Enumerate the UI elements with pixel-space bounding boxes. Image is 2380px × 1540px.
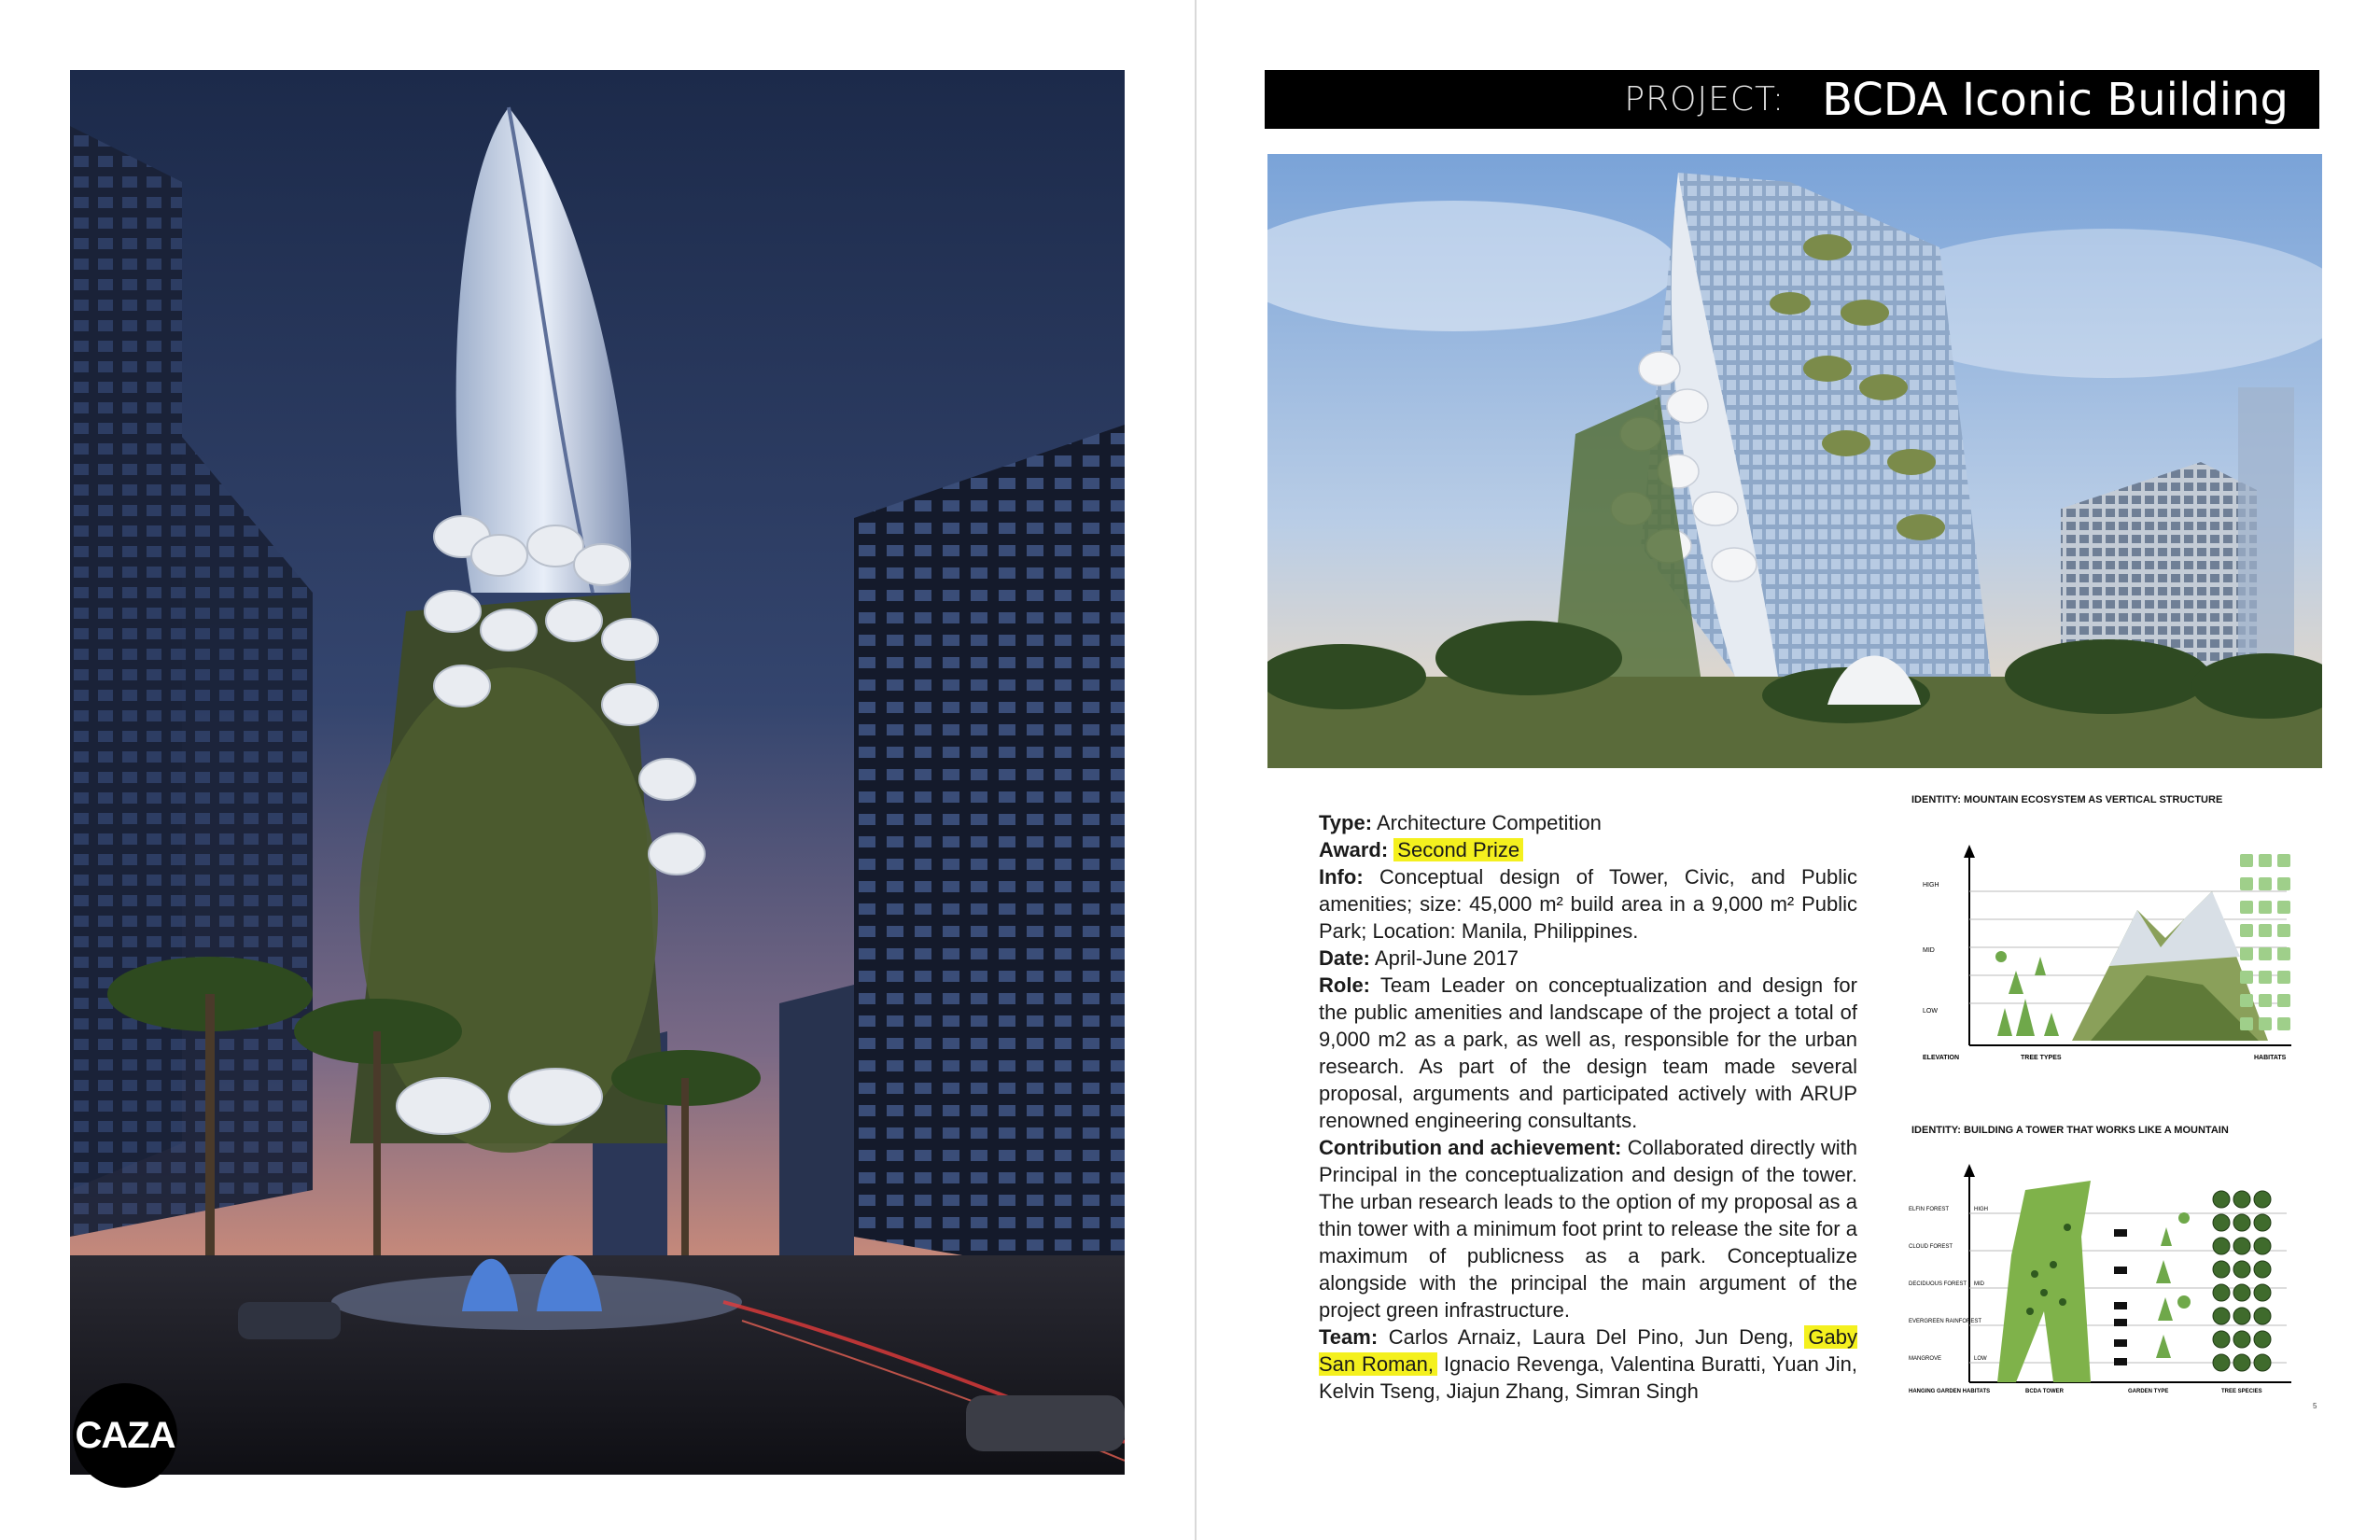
info-team-line: Team: Carlos Arnaiz, Laura Del Pino, Jun Deng, Gaby San Roman, Ignacio Revenga, Valentina Buratti, Yuan Jin, Kelvin Tseng, Jiajun Zhang, Simran Singh [1319,1325,1857,1403]
info-type-line: Type: Architecture Competition [1319,811,1602,834]
diagram2-title: IDENTITY: BUILDING A TOWER THAT WORKS LIKE A MOUNTAIN [1911,1125,2229,1136]
d1-xlabel-habitats: HABITATS [2254,1055,2287,1061]
info-contribution-line: Contribution and achievement: Collaborated directly with Principal in the conceptualization and design of the tower. The urban research leads to the option of my proposal as a thin tower with a minimum foot print to release the site for a maximum of publicness as a park. Conceptualize alongside with the principal the main argument of the project green infrastructure. [1319,1136,1857,1322]
page-divider [1195,0,1197,1540]
d2-xlabel-species: TREE SPECIES [2221,1389,2262,1394]
page-number: 5 [2313,1402,2317,1410]
d1-xlabel-tree-types: TREE TYPES [2021,1055,2062,1061]
d1-xlabel-elevation: ELEVATION [1923,1055,1960,1061]
d1-level-mid: MID [1923,947,1935,954]
caza-logo: CAZA [73,1383,177,1488]
d2-forest-evergreen: EVERGREEN RAINFOREST [1909,1319,1982,1324]
d1-level-low: LOW [1923,1008,1938,1015]
project-info-text [1319,809,1857,1405]
d2-level-high: HIGH [1974,1207,1988,1212]
day-rendering-image [1267,154,2322,768]
info-award-line: Award: Second Prize [1319,836,1857,863]
info-date-line: Date: April-June 2017 [1319,946,1519,970]
d2-level-low: LOW [1974,1356,1987,1362]
d2-xlabel-hanging: HANGING GARDEN HABITATS [1909,1389,1991,1394]
d2-forest-deciduous: DECIDUOUS FOREST [1909,1281,1967,1287]
d2-xlabel-garden: GARDEN TYPE [2128,1389,2169,1394]
team-highlight: Gaby San Roman, [1319,1325,1857,1376]
d2-forest-mangrove: MANGROVE [1909,1356,1942,1362]
d1-level-high: HIGH [1923,882,1939,889]
d2-forest-cloud: CLOUD FOREST [1909,1244,1953,1250]
tower-mountain-diagram [1904,1162,2329,1400]
night-rendering-image [70,70,1125,1475]
project-label: PROJECT: [1624,80,1785,119]
diagram1-title: IDENTITY: MOUNTAIN ECOSYSTEM AS VERTICAL STRUCTURE [1911,794,2223,805]
d2-xlabel-tower: BCDA TOWER [2025,1389,2064,1394]
d2-forest-elfin: ELFIN FOREST [1909,1207,1950,1212]
info-role-line: Role: Team Leader on conceptualization and design for the public amenities and landscape of the project a total of 9,000 m2 as a park, as well as, responsible for the urban research. As part of the design team made several proposal, arguments and participated actively with ARUP renowned engineering consultants. [1319,973,1857,1132]
d2-level-mid: MID [1974,1281,1984,1287]
award-highlight: Second Prize [1393,838,1523,861]
project-title-bar [1265,70,2319,129]
info-info-line: Info: Conceptual design of Tower, Civic, and Public amenities; size: 45,000 m² build area in a 9,000 m² Public Park; Location: Manila, Philippines. [1319,865,1857,943]
mountain-ecosystem-diagram [1904,835,2329,1069]
project-name: BCDA Iconic Building [1822,73,2289,126]
